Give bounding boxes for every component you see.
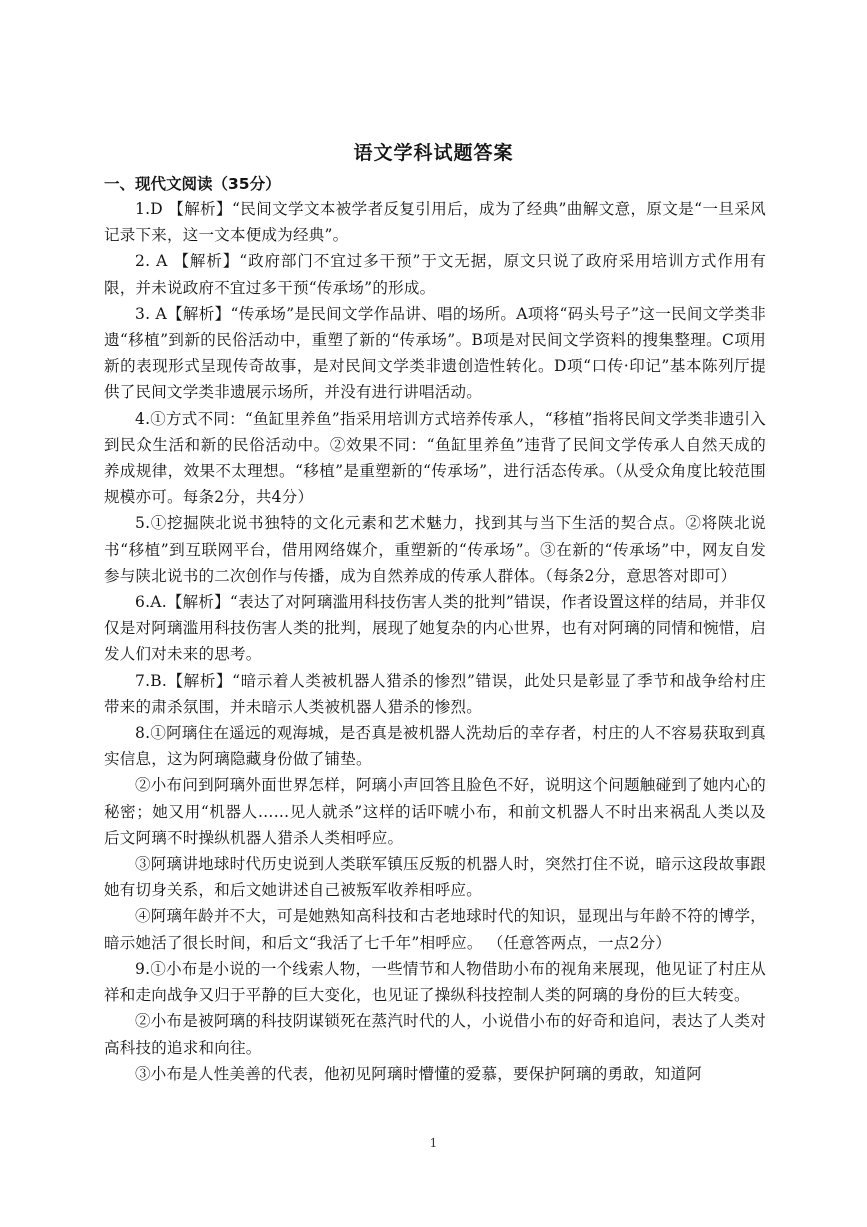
answer-paragraph: 7.B.【解析】“暗示着人类被机器人猎杀的惨烈”错误，此处只是彰显了季节和战争给村庄带来的肃杀氛围，并未暗示人类被机器人猎杀的惨烈。 [104, 671, 766, 716]
answer-paragraph: 6.A.【解析】“表达了对阿璃滥用科技伤害人类的批判”错误，作者设置这样的结局，并非仅仅是对阿璃滥用科技伤害人类的批判，展现了她复杂的内心世界，也有对阿璃的同情和惋惜，启发人们对未来的思考。 [104, 593, 767, 664]
answer-paragraph: 8.①阿璃住在遥远的观海城，是否真是被机器人洗劫后的幸存者，村庄的人不容易获取到真实信息，这为阿璃隐藏身份做了铺垫。 [104, 724, 766, 769]
answer-paragraph: 1.D 【解析】“民间文学文本被学者反复引用后，成为了经典”曲解文意，原文是“一旦采风记录下来，这一文本便成为经典”。 [104, 200, 766, 245]
answer-paragraph: ③小布是人性美善的代表，他初见阿璃时懵懂的爱慕，要保护阿璃的勇敢，知道阿 [135, 1064, 703, 1083]
answer-paragraph: 4.①方式不同：“鱼缸里养鱼”指采用培训方式培养传承人，“移植”指将民间文学类非遗引入到民众生活和新的民俗活动中。②效果不同：“鱼缸里养鱼”违背了民间文学传承人自然天成的养成规律，效果不太理想。“移植”是重塑新的“传承场”，进行活态传承。（从受众角度比较范围规模亦可。每条2分，共4分） [104, 409, 766, 507]
answer-paragraph: ②小布是被阿璃的科技阴谋锁死在蒸汽时代的人，小说借小布的好奇和追问，表达了人类对高科技的追求和向往。 [104, 1012, 766, 1057]
answer-paragraph: 3. A【解析】“传承场”是民间文学作品讲、唱的场所。A项将“码头号子”这一民间文学类非遗“移植”到新的民俗活动中，重塑了新的“传承场”。B项是对民间文学资料的搜集整理。C项用新的表现形式呈现传奇故事，是对民间文学类非遗创造性转化。D项“口传·印记”基本陈列厅提供了民间文学类非遗展示场所，并没有进行讲唱活动。 [104, 304, 766, 402]
document-title: 语文学科试题答案 [353, 142, 514, 164]
answer-paragraph: ④阿璃年龄并不大，可是她熟知高科技和古老地球时代的知识，显现出与年龄不符的博学，暗示她活了很长时间，和后文“我活了七千年”相呼应。 （任意答两点，一点2分） [104, 907, 766, 952]
answer-paragraph: 9.①小布是小说的一个线索人物，一些情节和人物借助小布的视角来展现，他见证了村庄从祥和走向战争又归于平静的巨大变化，也见证了操纵科技控制人类的阿璃的身份的巨大转变。 [104, 959, 766, 1005]
answer-paragraph: 2. A 【解析】“政府部门不宜过多干预”于文无据，原文只说了政府采用培训方式作用有限，并未说政府不宜过多干预“传承场”的形成。 [104, 252, 766, 297]
answer-paragraph: 5.①挖掘陕北说书独特的文化元素和艺术魅力，找到其与当下生活的契合点。②将陕北说书“移植”到互联网平台，借用网络媒介，重塑新的“传承场”。③在新的“传承场”中，网友自发参与陕北说书的二次创作与传播，成为自然养成的传承人群体。（每条2分，意思答对即可） [104, 514, 766, 585]
section-heading: 一、现代文阅读（35分） [104, 175, 281, 193]
answer-paragraph: ②小布问到阿璃外面世界怎样，阿璃小声回答且脸色不好，说明这个问题触碰到了她内心的秘密；她又用“机器人……见人就杀”这样的话吓唬小布，和前文机器人不时出来祸乱人类以及后文阿璃不时操纵机器人猎杀人类相呼应。 [104, 776, 766, 847]
answer-body [104, 196, 766, 1087]
answer-paragraph: ③阿璃讲地球时代历史说到人类联军镇压反叛的机器人时，突然打住不说，暗示这段故事跟她有切身关系，和后文她讲述自己被叛军收养相呼应。 [104, 855, 766, 900]
page-number: 1 [429, 1136, 438, 1150]
